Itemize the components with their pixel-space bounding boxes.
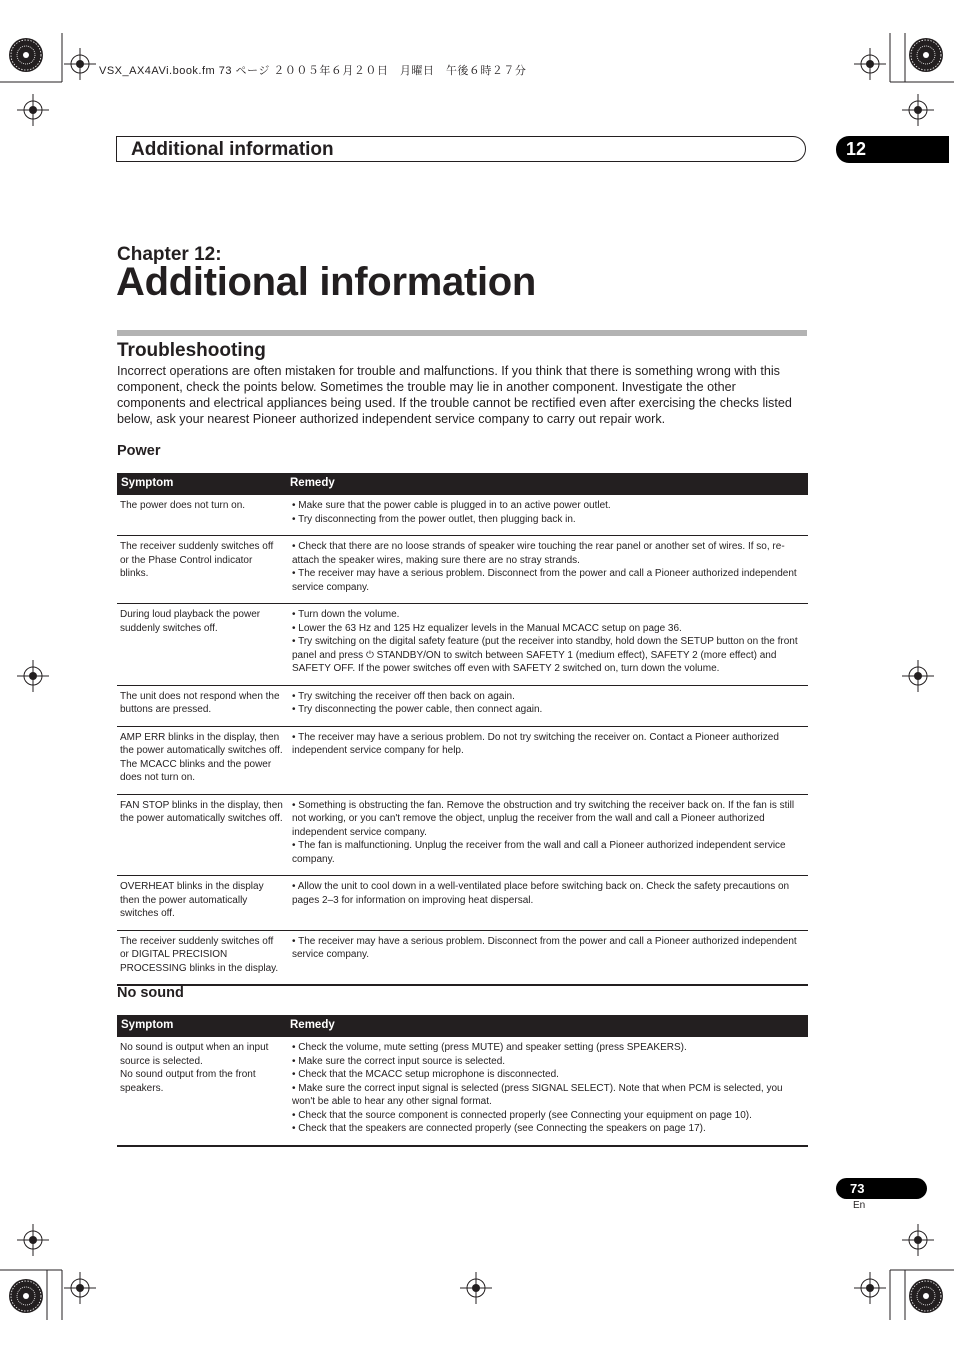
table-row bbox=[117, 876, 808, 931]
no-sound-heading: No sound bbox=[117, 985, 184, 1001]
page-title: Additional information bbox=[116, 260, 537, 304]
troubleshooting-heading: Troubleshooting bbox=[117, 340, 266, 361]
remedy-cell: • Try switching the receiver off then back on again. • Try disconnecting the power cable, then connect again. bbox=[286, 685, 808, 726]
table-row bbox=[117, 604, 808, 686]
symptom-cell: No sound is output when an input source is selected. No sound output from the front speakers. bbox=[117, 1037, 286, 1146]
table-row bbox=[117, 685, 808, 726]
page-number-tab bbox=[836, 1178, 927, 1199]
remedy-cell: • The receiver may have a serious problem. Disconnect from the power and call a Pioneer authorized independent service company. bbox=[286, 930, 808, 985]
power-table bbox=[117, 473, 808, 986]
symptom-cell: The unit does not respond when the buttons are pressed. bbox=[117, 685, 286, 726]
power-table-header bbox=[117, 473, 808, 495]
page-number: 73 bbox=[850, 1181, 865, 1196]
power-heading: Power bbox=[117, 443, 161, 459]
remedy-cell: • Check that there are no loose strands of speaker wire touching the rear panel or another set of wires. If so, re-attach the speaker wires, making sure there are no stray strands. • The receiver may have a serious problem. Disconnect from the power and call a Pioneer authorized independent service company. bbox=[286, 536, 808, 604]
no-sound-table-header bbox=[117, 1015, 808, 1037]
remedy-cell: • Make sure that the power cable is plugged in to an active power outlet. • Try disconnecting from the power outlet, then plugging back in. bbox=[286, 495, 808, 536]
language-code: En bbox=[853, 1200, 866, 1211]
symptom-cell: FAN STOP blinks in the display, then the power automatically switches off. bbox=[117, 794, 286, 876]
no-sound-table bbox=[117, 1015, 808, 1147]
symptom-column-header: Symptom bbox=[117, 473, 286, 495]
table-row bbox=[117, 726, 808, 794]
section-header-bar bbox=[116, 136, 806, 162]
troubleshooting-intro: Incorrect operations are often mistaken for trouble and malfunctions. If you think that there is something wrong with this component, check the points below. Sometimes the trouble may lie in another component. Investigate the other components and electrical appliances being used. If the trouble cannot be rectified even after exercising the checks listed below, ask your nearest Pioneer authorized independent service company to carry out repair work. bbox=[117, 364, 792, 426]
remedy-column-header: Remedy bbox=[286, 1015, 808, 1037]
remedy-cell: • Check the volume, mute setting (press MUTE) and speaker setting (press SPEAKERS). • Make sure the correct input source is selected. • Check that the MCACC setup microphone is disconnected. • Make sure the correct input signal is selected (press SIGNAL SELECT). Note that when PCM is selected, you won't be able to hear any other signal format. • Check that the source component is connected properly (see Connecting your equipment on page 10). • Check that the speakers are connected properly (see Connecting the speakers on page 17). bbox=[286, 1037, 808, 1146]
divider bbox=[117, 330, 807, 336]
remedy-cell: • Allow the unit to cool down in a well-ventilated place before switching back on. Check the safety precautions on pages 2–3 for information on improving heat dispersal. bbox=[286, 876, 808, 931]
section-header-title: Additional information bbox=[131, 139, 334, 160]
chapter-number: 12 bbox=[846, 139, 867, 159]
table-row bbox=[117, 794, 808, 876]
table-row bbox=[117, 1037, 808, 1146]
remedy-cell: • Something is obstructing the fan. Remove the obstruction and try switching the receiver back on. If the fan is still not working, or you can't remove the object, unplug the receiver from the wall and call a Pioneer authorized independent service company. • The fan is malfunctioning. Unplug the receiver from the wall and call a Pioneer authorized independent service company. bbox=[286, 794, 808, 876]
symptom-cell: AMP ERR blinks in the display, then the power automatically switches off. The MCACC blinks and the power does not turn on. bbox=[117, 726, 286, 794]
table-row bbox=[117, 536, 808, 604]
symptom-cell: OVERHEAT blinks in the display then the power automatically switches off. bbox=[117, 876, 286, 931]
chapter-label: Chapter 12: bbox=[117, 244, 222, 265]
remedy-column-header: Remedy bbox=[286, 473, 808, 495]
table-row bbox=[117, 495, 808, 536]
file-header: VSX_AX4AVi.book.fm 73 ページ ２００５年６月２０日 月曜日 午後６時２７分 bbox=[99, 65, 527, 77]
symptom-cell: The power does not turn on. bbox=[117, 495, 286, 536]
remedy-cell: • The receiver may have a serious problem. Do not try switching the receiver on. Contact a Pioneer authorized independent service company for help. bbox=[286, 726, 808, 794]
remedy-cell: • Turn down the volume. • Lower the 63 Hz and 125 Hz equalizer levels in the Manual MCACC setup on page 36. • Try switching on the digital safety feature (put the receiver into standby, hold down the SETUP button on the front panel and press ⏻ STANDBY/ON to switch between SAFETY 1 (medium effect), SAFETY 2 (more effect) and SAFETY OFF. If the power switches off even with SAFETY 2 switched on, turn down the volume. bbox=[286, 604, 808, 686]
symptom-cell: The receiver suddenly switches off or the Phase Control indicator blinks. bbox=[117, 536, 286, 604]
symptom-cell: The receiver suddenly switches off or DIGITAL PRECISION PROCESSING blinks in the display. bbox=[117, 930, 286, 985]
chapter-tab bbox=[836, 136, 949, 163]
symptom-column-header: Symptom bbox=[117, 1015, 286, 1037]
table-row bbox=[117, 930, 808, 985]
symptom-cell: During loud playback the power suddenly switches off. bbox=[117, 604, 286, 686]
